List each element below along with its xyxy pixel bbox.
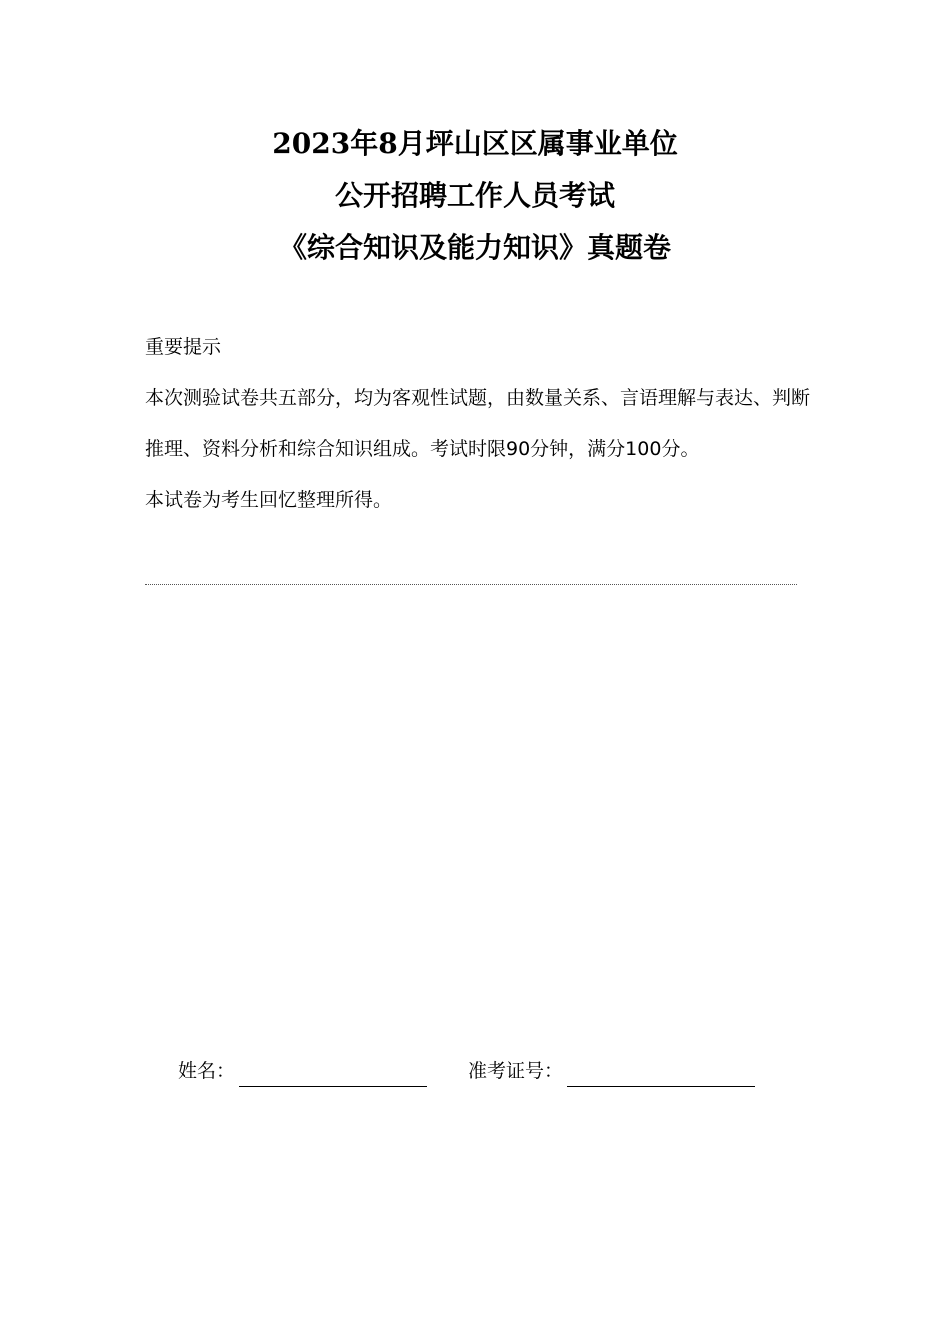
title-line-3: 《综合知识及能力知识》真题卷 — [278, 231, 671, 264]
document-title — [0, 118, 950, 274]
name-blank-line — [239, 1062, 427, 1087]
exam-id-blank-line — [567, 1062, 755, 1087]
notice-section — [145, 322, 810, 526]
exam-id-field — [468, 1055, 755, 1087]
notice-heading: 重要提示 — [145, 336, 222, 358]
notice-paragraph-2: 本试卷为考生回忆整理所得。 — [145, 489, 393, 511]
title-line-2: 公开招聘工作人员考试 — [334, 179, 615, 212]
name-label: 姓名： — [178, 1060, 236, 1082]
title-line-1: 2023年8月坪山区区属事业单位 — [272, 127, 678, 160]
dotted-divider — [145, 584, 797, 585]
exam-id-label: 准考证号： — [468, 1060, 564, 1082]
name-field — [178, 1055, 427, 1087]
notice-paragraph-1: 本次测验试卷共五部分，均为客观性试题，由数量关系、言语理解与表达、判断推理、资料分析和综合知识组成。考试时限90分钟，满分100分。 — [145, 387, 811, 460]
